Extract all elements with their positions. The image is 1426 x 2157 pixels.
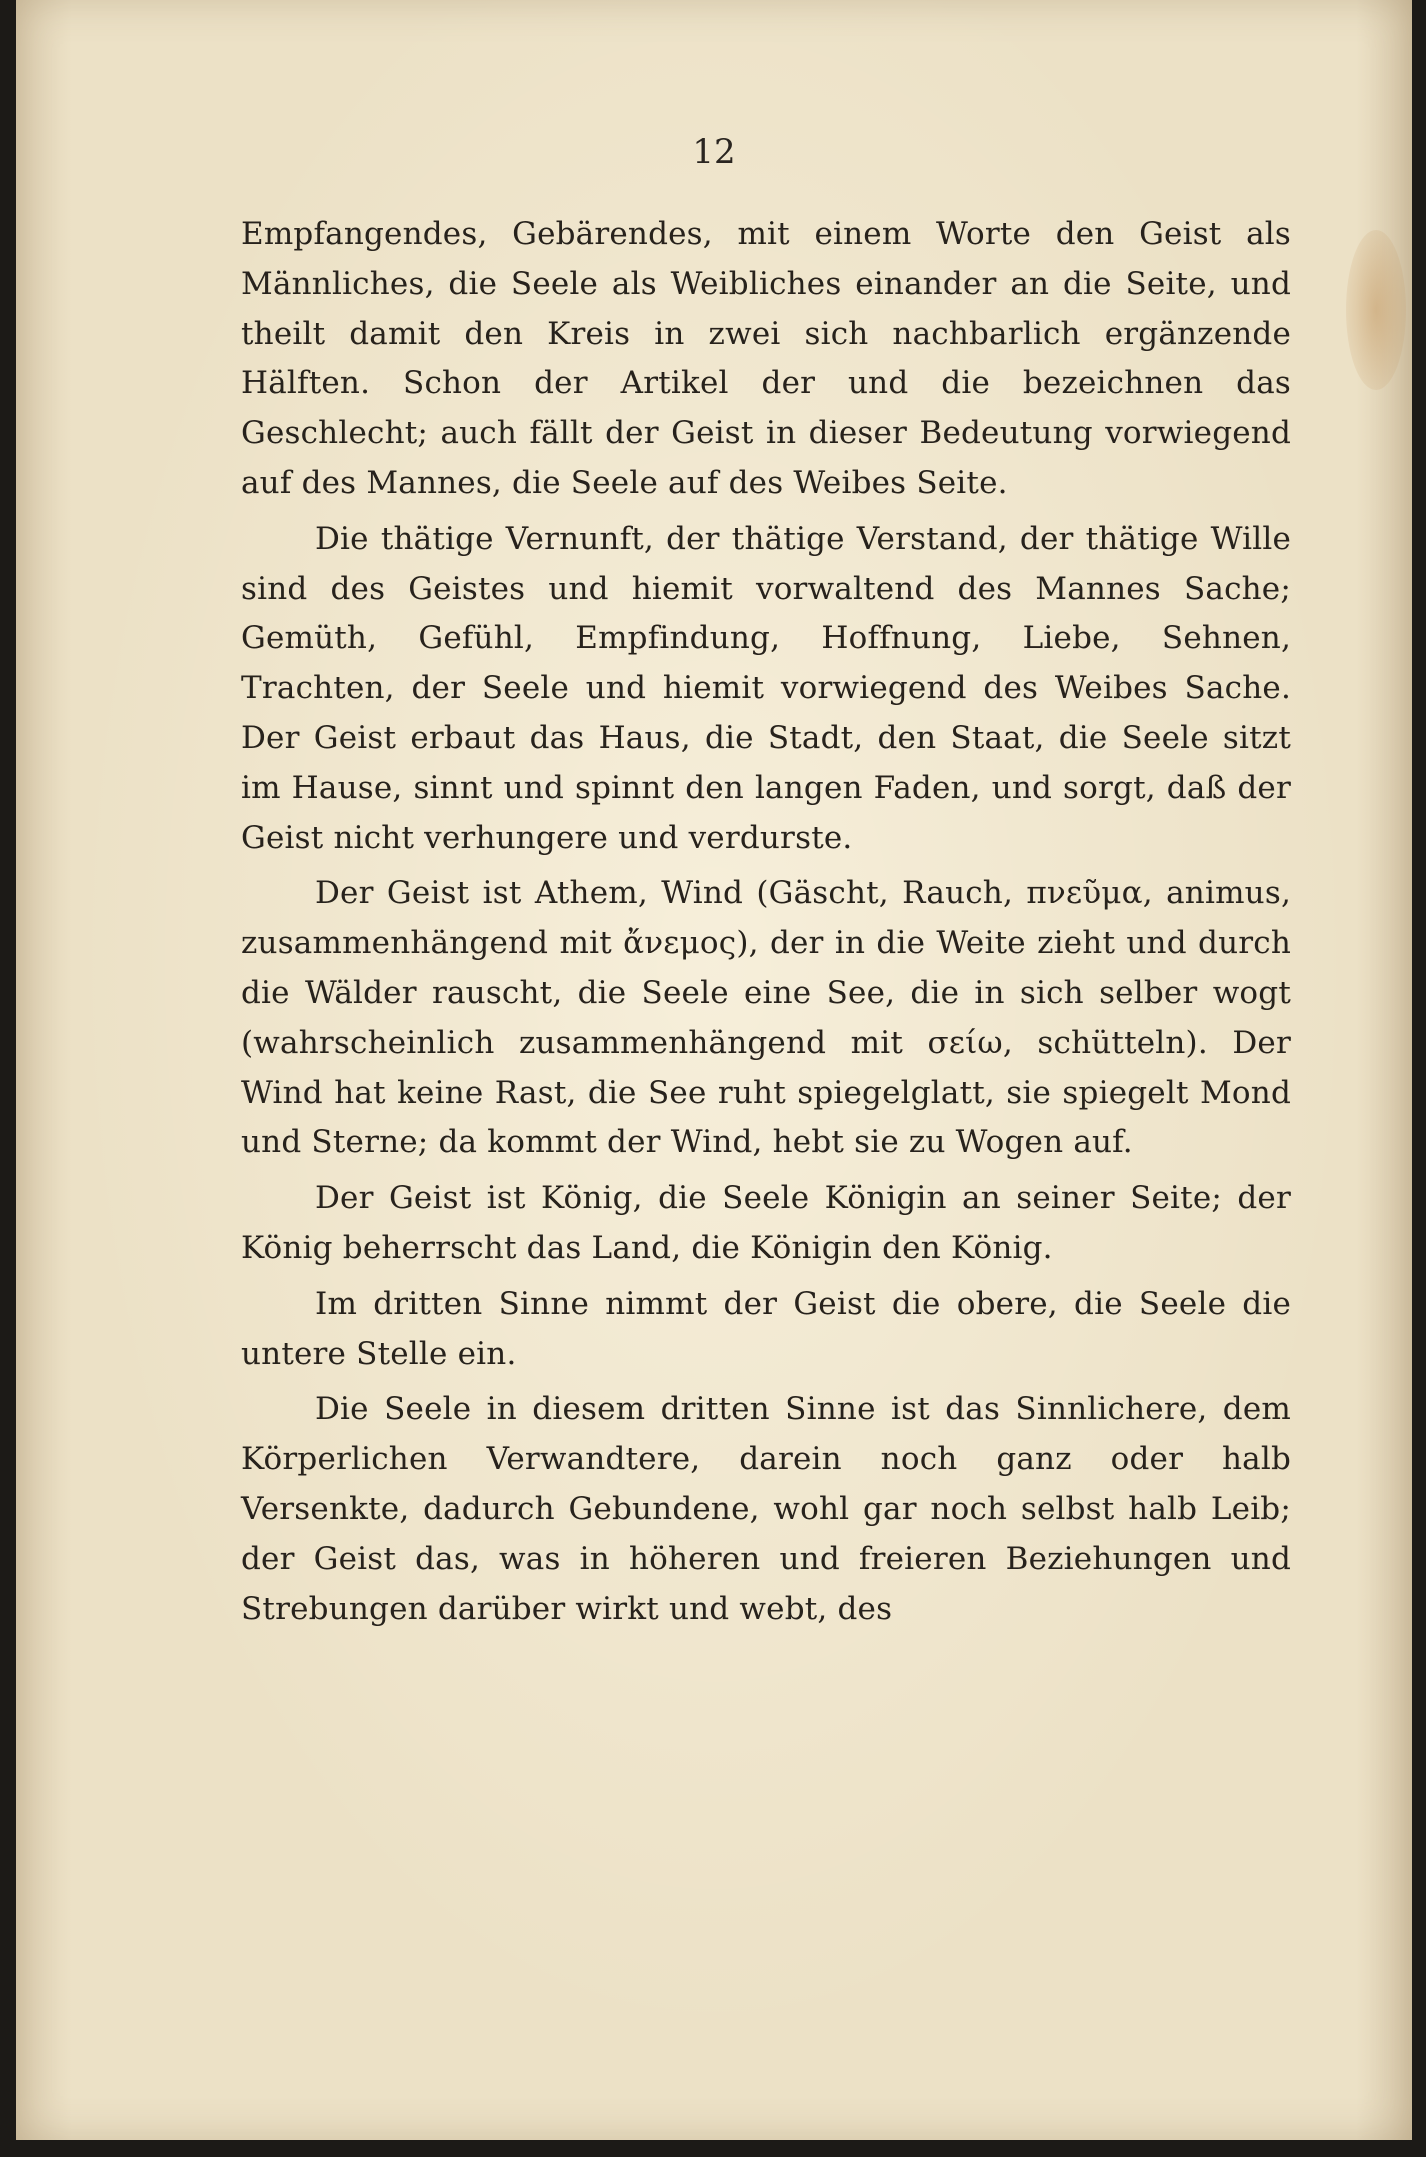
- paragraph-1: Empfangendes, Gebärendes, mit einem Worte den Geist als Männliches, die Seele als Weibliches einander an die Seite, und theilt damit den Kreis in zwei sich nachbarlich ergänzende Hälften. Schon der Artikel der und die bezeichnen das Geschlecht; auch fällt der Geist in dieser Bedeutung vorwiegend auf des Mannes, die Seele auf des Weibes Seite.: [241, 216, 1291, 501]
- paragraph-6: Die Seele in diesem dritten Sinne ist das Sinnlichere, dem Körperlichen Verwandtere, darein noch ganz oder halb Versenkte, dadurch Gebundene, wohl gar noch selbst halb Leib; der Geist das, was in höheren und freieren Beziehungen und Strebungen darüber wirkt und webt, des: [241, 1391, 1291, 1627]
- page-text: [241, 210, 1291, 1640]
- book-page: [16, 0, 1412, 2140]
- paper-stain: [1346, 230, 1406, 390]
- paragraph-3: Der Geist ist Athem, Wind (Gäscht, Rauch, πνεῦμα, animus, zusammenhängend mit ἄνεμος), der in die Weite zieht und durch die Wälder rauscht, die Seele eine See, die in sich selber wogt (wahrscheinlich zusammenhängend mit σείω, schütteln). Der Wind hat keine Rast, die See ruht spiegelglatt, sie spiegelt Mond und Sterne; da kommt der Wind, hebt sie zu Wogen auf.: [241, 875, 1291, 1161]
- page-number: 12: [692, 132, 736, 172]
- paragraph-2: Die thätige Vernunft, der thätige Verstand, der thätige Wille sind des Geistes und hiemit vorwaltend des Mannes Sache; Gemüth, Gefühl, Empfindung, Hoffnung, Liebe, Sehnen, Trachten, der Seele und hiemit vorwiegend des Weibes Sache. Der Geist erbaut das Haus, die Stadt, den Staat, die Seele sitzt im Hause, sinnt und spinnt den langen Faden, und sorgt, daß der Geist nicht verhungere und verdurste.: [241, 520, 1291, 856]
- paragraph-4: Der Geist ist König, die Seele Königin an seiner Seite; der König beherrscht das Land, die Königin den König.: [241, 1180, 1291, 1266]
- paragraph-5: Im dritten Sinne nimmt der Geist die obere, die Seele die untere Stelle ein.: [241, 1285, 1291, 1372]
